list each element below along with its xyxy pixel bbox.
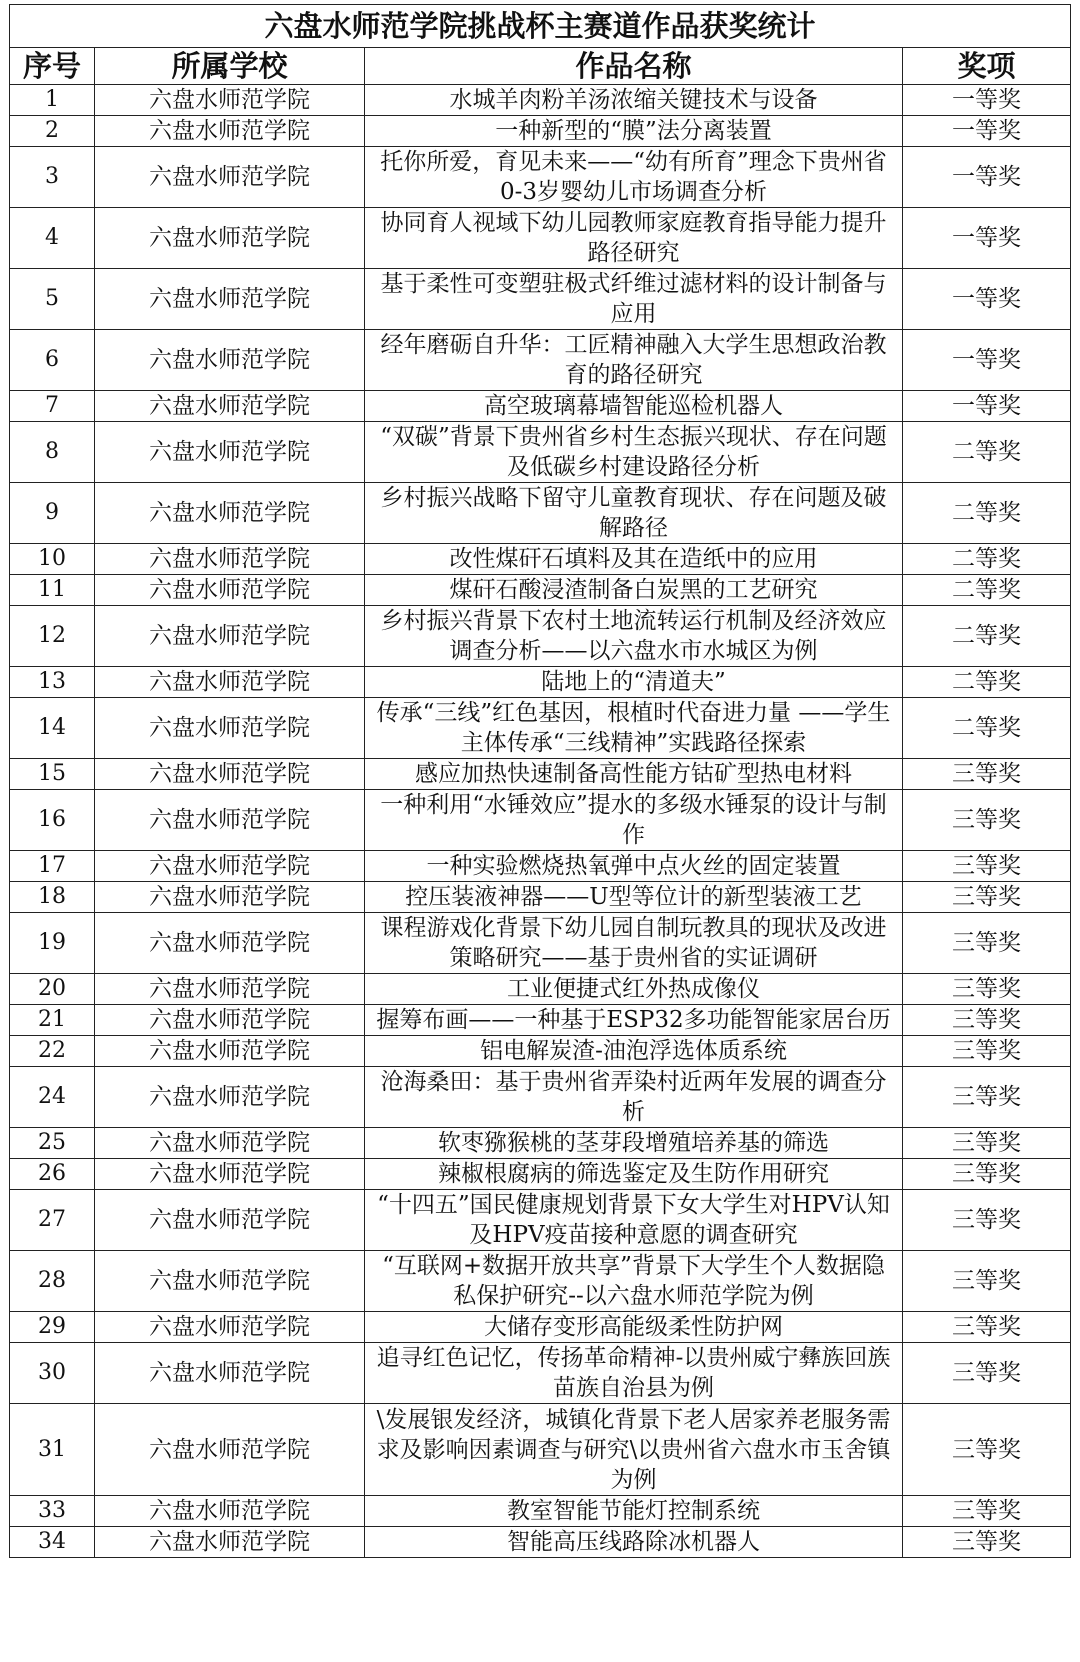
row-no: 12 bbox=[10, 606, 95, 667]
row-work: 经年磨砺自升华：工匠精神融入大学生思想政治教育的路径研究 bbox=[365, 330, 903, 391]
row-award: 一等奖 bbox=[903, 330, 1071, 391]
table-row bbox=[10, 1005, 1071, 1036]
header-row bbox=[10, 48, 1071, 85]
table-row bbox=[10, 85, 1071, 116]
row-award: 三等奖 bbox=[903, 882, 1071, 913]
row-no: 1 bbox=[10, 85, 95, 116]
table-row bbox=[10, 974, 1071, 1005]
row-school: 六盘水师范学院 bbox=[95, 606, 365, 667]
row-work: 沧海桑田：基于贵州省弄染村近两年发展的调查分析 bbox=[365, 1067, 903, 1128]
table-row bbox=[10, 269, 1071, 330]
row-award: 一等奖 bbox=[903, 85, 1071, 116]
row-award: 二等奖 bbox=[903, 606, 1071, 667]
table-row bbox=[10, 1067, 1071, 1128]
row-school: 六盘水师范学院 bbox=[95, 913, 365, 974]
row-work: 改性煤矸石填料及其在造纸中的应用 bbox=[365, 544, 903, 575]
row-school: 六盘水师范学院 bbox=[95, 1496, 365, 1527]
table-title: 六盘水师范学院挑战杯主赛道作品获奖统计 bbox=[10, 5, 1071, 48]
row-award: 三等奖 bbox=[903, 1128, 1071, 1159]
row-award: 三等奖 bbox=[903, 759, 1071, 790]
row-school: 六盘水师范学院 bbox=[95, 483, 365, 544]
row-school: 六盘水师范学院 bbox=[95, 208, 365, 269]
row-award: 二等奖 bbox=[903, 575, 1071, 606]
row-school: 六盘水师范学院 bbox=[95, 974, 365, 1005]
row-work: 水城羊肉粉羊汤浓缩关键技术与设备 bbox=[365, 85, 903, 116]
table-row bbox=[10, 575, 1071, 606]
row-school: 六盘水师范学院 bbox=[95, 1159, 365, 1190]
row-award: 一等奖 bbox=[903, 208, 1071, 269]
row-work: 软枣猕猴桃的茎芽段增殖培养基的筛选 bbox=[365, 1128, 903, 1159]
row-work: “互联网+数据开放共享”背景下大学生个人数据隐私保护研究--以六盘水师范学院为例 bbox=[365, 1251, 903, 1312]
table-row bbox=[10, 391, 1071, 422]
row-work: \发展银发经济，城镇化背景下老人居家养老服务需求及影响因素调查与研究\以贵州省六盘水市玉舍镇为例 bbox=[365, 1404, 903, 1496]
row-no: 26 bbox=[10, 1159, 95, 1190]
table-row bbox=[10, 1190, 1071, 1251]
table-row bbox=[10, 544, 1071, 575]
table-row bbox=[10, 1496, 1071, 1527]
row-no: 13 bbox=[10, 667, 95, 698]
table-row bbox=[10, 667, 1071, 698]
row-school: 六盘水师范学院 bbox=[95, 1067, 365, 1128]
row-award: 三等奖 bbox=[903, 1251, 1071, 1312]
row-school: 六盘水师范学院 bbox=[95, 85, 365, 116]
row-no: 19 bbox=[10, 913, 95, 974]
row-school: 六盘水师范学院 bbox=[95, 882, 365, 913]
row-school: 六盘水师范学院 bbox=[95, 698, 365, 759]
row-no: 11 bbox=[10, 575, 95, 606]
row-award: 三等奖 bbox=[903, 1312, 1071, 1343]
row-award: 二等奖 bbox=[903, 667, 1071, 698]
row-school: 六盘水师范学院 bbox=[95, 1527, 365, 1558]
row-work: 乡村振兴战略下留守儿童教育现状、存在问题及破解路径 bbox=[365, 483, 903, 544]
row-school: 六盘水师范学院 bbox=[95, 330, 365, 391]
row-no: 29 bbox=[10, 1312, 95, 1343]
header-work: 作品名称 bbox=[365, 48, 903, 85]
row-school: 六盘水师范学院 bbox=[95, 790, 365, 851]
row-award: 三等奖 bbox=[903, 1159, 1071, 1190]
row-no: 10 bbox=[10, 544, 95, 575]
row-school: 六盘水师范学院 bbox=[95, 1005, 365, 1036]
row-award: 三等奖 bbox=[903, 1005, 1071, 1036]
row-no: 2 bbox=[10, 116, 95, 147]
row-work: 乡村振兴背景下农村土地流转运行机制及经济效应调查分析——以六盘水市水城区为例 bbox=[365, 606, 903, 667]
row-school: 六盘水师范学院 bbox=[95, 147, 365, 208]
table-row bbox=[10, 1404, 1071, 1496]
row-work: 一种利用“水锤效应”提水的多级水锤泵的设计与制作 bbox=[365, 790, 903, 851]
row-no: 20 bbox=[10, 974, 95, 1005]
table-row bbox=[10, 913, 1071, 974]
table-row bbox=[10, 1312, 1071, 1343]
row-school: 六盘水师范学院 bbox=[95, 759, 365, 790]
row-school: 六盘水师范学院 bbox=[95, 1190, 365, 1251]
row-award: 二等奖 bbox=[903, 544, 1071, 575]
table-row bbox=[10, 1128, 1071, 1159]
row-no: 24 bbox=[10, 1067, 95, 1128]
row-award: 一等奖 bbox=[903, 147, 1071, 208]
row-no: 17 bbox=[10, 851, 95, 882]
row-work: 高空玻璃幕墙智能巡检机器人 bbox=[365, 391, 903, 422]
row-work: 辣椒根腐病的筛选鉴定及生防作用研究 bbox=[365, 1159, 903, 1190]
row-work: 握筹布画——一种基于ESP32多功能智能家居台历 bbox=[365, 1005, 903, 1036]
row-work: 追寻红色记忆，传扬革命精神-以贵州威宁彝族回族苗族自治县为例 bbox=[365, 1343, 903, 1404]
table-row bbox=[10, 851, 1071, 882]
row-award: 三等奖 bbox=[903, 851, 1071, 882]
row-school: 六盘水师范学院 bbox=[95, 391, 365, 422]
row-work: 陆地上的“清道夫” bbox=[365, 667, 903, 698]
row-school: 六盘水师范学院 bbox=[95, 269, 365, 330]
row-school: 六盘水师范学院 bbox=[95, 667, 365, 698]
row-work: 铝电解炭渣-油泡浮选体质系统 bbox=[365, 1036, 903, 1067]
row-no: 15 bbox=[10, 759, 95, 790]
row-no: 3 bbox=[10, 147, 95, 208]
award-table bbox=[9, 4, 1071, 1558]
row-award: 二等奖 bbox=[903, 422, 1071, 483]
row-work: 一种实验燃烧热氧弹中点火丝的固定装置 bbox=[365, 851, 903, 882]
row-school: 六盘水师范学院 bbox=[95, 544, 365, 575]
row-award: 一等奖 bbox=[903, 269, 1071, 330]
row-work: 托你所爱，育见未来——“幼有所育”理念下贵州省0-3岁婴幼儿市场调查分析 bbox=[365, 147, 903, 208]
row-work: “双碳”背景下贵州省乡村生态振兴现状、存在问题及低碳乡村建设路径分析 bbox=[365, 422, 903, 483]
table-row bbox=[10, 606, 1071, 667]
row-work: 大储存变形高能级柔性防护网 bbox=[365, 1312, 903, 1343]
table-row bbox=[10, 1343, 1071, 1404]
table-row bbox=[10, 790, 1071, 851]
row-work: 协同育人视域下幼儿园教师家庭教育指导能力提升路径研究 bbox=[365, 208, 903, 269]
row-award: 三等奖 bbox=[903, 1036, 1071, 1067]
table-row bbox=[10, 483, 1071, 544]
row-no: 8 bbox=[10, 422, 95, 483]
row-award: 三等奖 bbox=[903, 1404, 1071, 1496]
table-row bbox=[10, 1527, 1071, 1558]
row-school: 六盘水师范学院 bbox=[95, 116, 365, 147]
table-row bbox=[10, 1036, 1071, 1067]
row-award: 三等奖 bbox=[903, 1190, 1071, 1251]
row-award: 三等奖 bbox=[903, 974, 1071, 1005]
row-award: 三等奖 bbox=[903, 1067, 1071, 1128]
row-no: 16 bbox=[10, 790, 95, 851]
table-row bbox=[10, 759, 1071, 790]
row-work: 传承“三线”红色基因，根植时代奋进力量 ——学生主体传承“三线精神”实践路径探索 bbox=[365, 698, 903, 759]
row-school: 六盘水师范学院 bbox=[95, 422, 365, 483]
row-school: 六盘水师范学院 bbox=[95, 1128, 365, 1159]
row-no: 27 bbox=[10, 1190, 95, 1251]
row-no: 5 bbox=[10, 269, 95, 330]
table-row bbox=[10, 330, 1071, 391]
row-work: “十四五”国民健康规划背景下女大学生对HPV认知及HPV疫苗接种意愿的调查研究 bbox=[365, 1190, 903, 1251]
table-row bbox=[10, 1251, 1071, 1312]
header-award: 奖项 bbox=[903, 48, 1071, 85]
row-no: 30 bbox=[10, 1343, 95, 1404]
row-award: 三等奖 bbox=[903, 913, 1071, 974]
row-work: 课程游戏化背景下幼儿园自制玩教具的现状及改进策略研究——基于贵州省的实证调研 bbox=[365, 913, 903, 974]
row-school: 六盘水师范学院 bbox=[95, 1312, 365, 1343]
row-work: 感应加热快速制备高性能方钴矿型热电材料 bbox=[365, 759, 903, 790]
row-school: 六盘水师范学院 bbox=[95, 1343, 365, 1404]
row-award: 三等奖 bbox=[903, 790, 1071, 851]
row-no: 6 bbox=[10, 330, 95, 391]
header-school: 所属学校 bbox=[95, 48, 365, 85]
row-no: 34 bbox=[10, 1527, 95, 1558]
row-work: 智能高压线路除冰机器人 bbox=[365, 1527, 903, 1558]
table-row bbox=[10, 1159, 1071, 1190]
row-award: 二等奖 bbox=[903, 698, 1071, 759]
row-no: 21 bbox=[10, 1005, 95, 1036]
row-award: 二等奖 bbox=[903, 483, 1071, 544]
row-award: 三等奖 bbox=[903, 1496, 1071, 1527]
row-no: 7 bbox=[10, 391, 95, 422]
row-school: 六盘水师范学院 bbox=[95, 1251, 365, 1312]
row-school: 六盘水师范学院 bbox=[95, 575, 365, 606]
table-row bbox=[10, 116, 1071, 147]
row-no: 22 bbox=[10, 1036, 95, 1067]
row-work: 控压装液神器——U型等位计的新型装液工艺 bbox=[365, 882, 903, 913]
row-award: 三等奖 bbox=[903, 1343, 1071, 1404]
row-no: 4 bbox=[10, 208, 95, 269]
row-award: 一等奖 bbox=[903, 116, 1071, 147]
row-no: 25 bbox=[10, 1128, 95, 1159]
row-no: 14 bbox=[10, 698, 95, 759]
row-award: 三等奖 bbox=[903, 1527, 1071, 1558]
row-school: 六盘水师范学院 bbox=[95, 1036, 365, 1067]
row-work: 教室智能节能灯控制系统 bbox=[365, 1496, 903, 1527]
header-no: 序号 bbox=[10, 48, 95, 85]
table-row bbox=[10, 208, 1071, 269]
table-row bbox=[10, 422, 1071, 483]
row-school: 六盘水师范学院 bbox=[95, 1404, 365, 1496]
row-no: 28 bbox=[10, 1251, 95, 1312]
row-no: 9 bbox=[10, 483, 95, 544]
row-award: 一等奖 bbox=[903, 391, 1071, 422]
row-no: 31 bbox=[10, 1404, 95, 1496]
row-work: 一种新型的“膜”法分离装置 bbox=[365, 116, 903, 147]
table-row bbox=[10, 147, 1071, 208]
row-work: 煤矸石酸浸渣制备白炭黑的工艺研究 bbox=[365, 575, 903, 606]
row-work: 工业便捷式红外热成像仪 bbox=[365, 974, 903, 1005]
row-school: 六盘水师范学院 bbox=[95, 851, 365, 882]
row-no: 33 bbox=[10, 1496, 95, 1527]
table-row bbox=[10, 882, 1071, 913]
row-no: 18 bbox=[10, 882, 95, 913]
row-work: 基于柔性可变塑驻极式纤维过滤材料的设计制备与应用 bbox=[365, 269, 903, 330]
table-row bbox=[10, 698, 1071, 759]
